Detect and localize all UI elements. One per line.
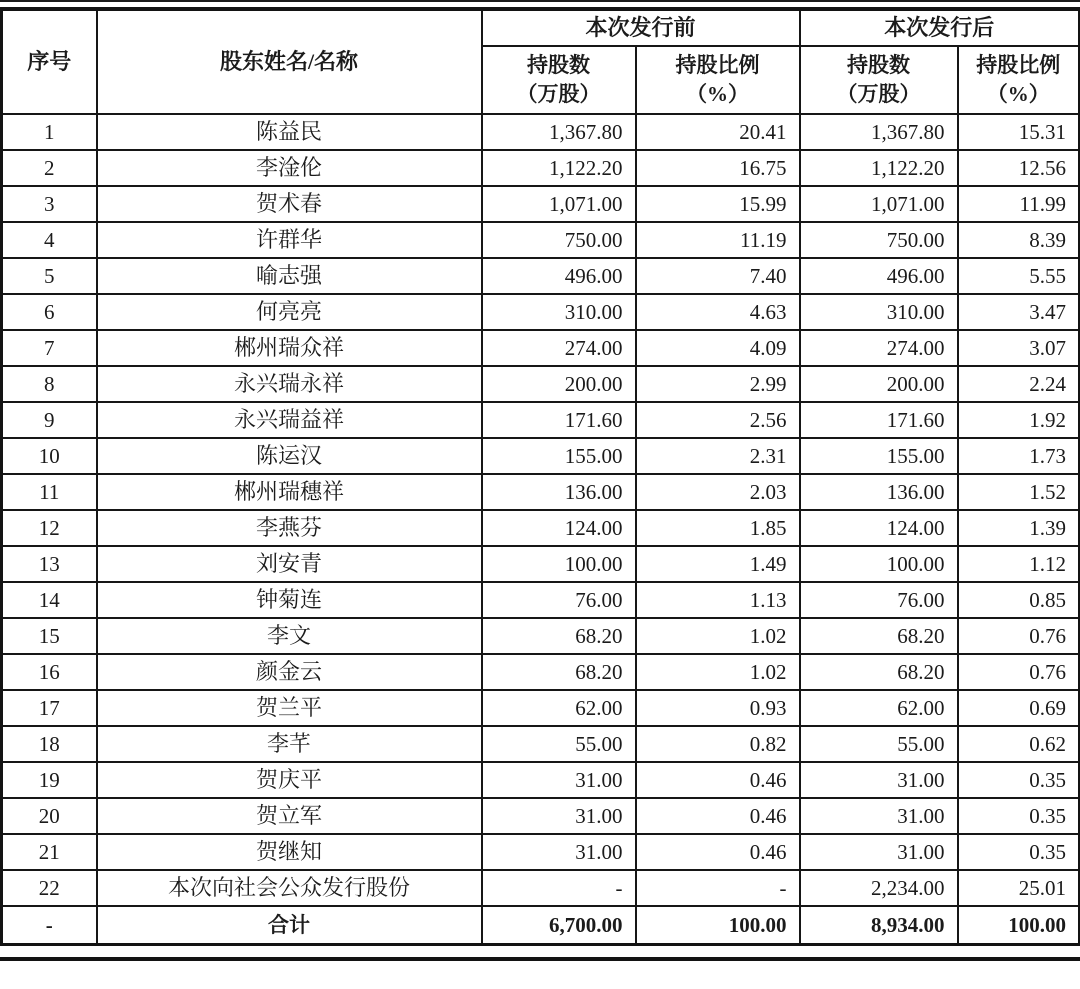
header-post-ratio-line2: （%）: [986, 82, 1050, 106]
pre-shares-cell: 1,071.00: [482, 186, 636, 222]
pre-shares-cell: 171.60: [482, 402, 636, 438]
table-row: [2, 510, 1080, 546]
post-ratio-cell: 15.31: [958, 114, 1080, 150]
post-shares-cell: 31.00: [800, 834, 958, 870]
post-ratio-cell: 12.56: [958, 150, 1080, 186]
index-cell: 11: [2, 474, 97, 510]
shareholder-name-cell: 永兴瑞益祥: [97, 402, 482, 438]
table-row: [2, 726, 1080, 762]
index-cell: 5: [2, 258, 97, 294]
post-ratio-cell: 0.85: [958, 582, 1080, 618]
table-row: [2, 114, 1080, 150]
index-cell: 21: [2, 834, 97, 870]
bottom-rule: [0, 957, 1080, 961]
post-ratio-cell: 1.73: [958, 438, 1080, 474]
shareholder-name-cell: 喻志强: [97, 258, 482, 294]
pre-ratio-cell: 2.03: [636, 474, 800, 510]
header-post-ratio: [958, 46, 1080, 114]
pre-shares-cell: 496.00: [482, 258, 636, 294]
header-pre-shares-line1: 持股数: [527, 52, 590, 77]
total-post-shares-cell: 8,934.00: [800, 906, 958, 945]
post-shares-cell: 274.00: [800, 330, 958, 366]
post-shares-cell: 310.00: [800, 294, 958, 330]
table-row: [2, 474, 1080, 510]
pre-shares-cell: 310.00: [482, 294, 636, 330]
index-cell: 14: [2, 582, 97, 618]
post-shares-cell: 55.00: [800, 726, 958, 762]
shareholder-name-cell: 贺庆平: [97, 762, 482, 798]
post-ratio-cell: 1.92: [958, 402, 1080, 438]
pre-shares-cell: 31.00: [482, 762, 636, 798]
pre-ratio-cell: 0.46: [636, 798, 800, 834]
table-row: [2, 366, 1080, 402]
index-cell: 16: [2, 654, 97, 690]
post-shares-cell: 68.20: [800, 618, 958, 654]
shareholder-name-cell: 李芊: [97, 726, 482, 762]
shareholder-name-cell: 陈运汉: [97, 438, 482, 474]
total-index-cell: -: [2, 906, 97, 945]
pre-ratio-cell: 0.46: [636, 834, 800, 870]
pre-ratio-cell: 15.99: [636, 186, 800, 222]
table-row: [2, 762, 1080, 798]
shareholder-name-cell: 郴州瑞穗祥: [97, 474, 482, 510]
pre-ratio-cell: 1.13: [636, 582, 800, 618]
table-row: [2, 690, 1080, 726]
post-shares-cell: 155.00: [800, 438, 958, 474]
header-before-issuance: 本次发行前: [482, 9, 800, 46]
table-row: [2, 438, 1080, 474]
shareholder-name-cell: 陈益民: [97, 114, 482, 150]
header-after-issuance: 本次发行后: [800, 9, 1080, 46]
post-shares-cell: 31.00: [800, 762, 958, 798]
index-cell: 15: [2, 618, 97, 654]
pre-shares-cell: 200.00: [482, 366, 636, 402]
post-ratio-cell: 0.35: [958, 834, 1080, 870]
header-post-shares: [800, 46, 958, 114]
pre-shares-cell: 68.20: [482, 618, 636, 654]
index-cell: 17: [2, 690, 97, 726]
table-header: [2, 9, 1080, 114]
post-shares-cell: 68.20: [800, 654, 958, 690]
pre-ratio-cell: 2.56: [636, 402, 800, 438]
pre-shares-cell: -: [482, 870, 636, 906]
pre-ratio-cell: 1.02: [636, 618, 800, 654]
index-cell: 19: [2, 762, 97, 798]
pre-shares-cell: 750.00: [482, 222, 636, 258]
table-row: [2, 582, 1080, 618]
shareholder-name-cell: 郴州瑞众祥: [97, 330, 482, 366]
pre-shares-cell: 62.00: [482, 690, 636, 726]
post-shares-cell: 200.00: [800, 366, 958, 402]
pre-shares-cell: 31.00: [482, 798, 636, 834]
post-shares-cell: 1,071.00: [800, 186, 958, 222]
pre-shares-cell: 124.00: [482, 510, 636, 546]
index-cell: 18: [2, 726, 97, 762]
header-pre-ratio-line2: （%）: [686, 82, 749, 106]
index-cell: 7: [2, 330, 97, 366]
total-pre-ratio-cell: 100.00: [636, 906, 800, 945]
shareholder-name-cell: 李文: [97, 618, 482, 654]
header-index: 序号: [2, 9, 97, 114]
header-pre-shares-line2: （万股）: [516, 82, 601, 106]
total-row: [2, 906, 1080, 945]
post-ratio-cell: 8.39: [958, 222, 1080, 258]
post-shares-cell: 62.00: [800, 690, 958, 726]
pre-ratio-cell: 0.46: [636, 762, 800, 798]
pre-shares-cell: 1,122.20: [482, 150, 636, 186]
post-shares-cell: 100.00: [800, 546, 958, 582]
table-row: [2, 798, 1080, 834]
total-post-ratio-cell: 100.00: [958, 906, 1080, 945]
post-ratio-cell: 1.12: [958, 546, 1080, 582]
table-row: [2, 546, 1080, 582]
pre-shares-cell: 155.00: [482, 438, 636, 474]
table-row: [2, 258, 1080, 294]
post-ratio-cell: 0.69: [958, 690, 1080, 726]
shareholder-name-cell: 李燕芬: [97, 510, 482, 546]
header-post-ratio-line1: 持股比例: [976, 52, 1061, 77]
post-ratio-cell: 5.55: [958, 258, 1080, 294]
table-row: [2, 834, 1080, 870]
index-cell: 12: [2, 510, 97, 546]
table-row: [2, 186, 1080, 222]
header-pre-shares: [482, 46, 636, 114]
post-shares-cell: 171.60: [800, 402, 958, 438]
pre-ratio-cell: 2.31: [636, 438, 800, 474]
pre-shares-cell: 76.00: [482, 582, 636, 618]
index-cell: 2: [2, 150, 97, 186]
top-rule: [0, 0, 1080, 2]
pre-ratio-cell: 20.41: [636, 114, 800, 150]
shareholding-table: [0, 7, 1080, 946]
index-cell: 6: [2, 294, 97, 330]
pre-ratio-cell: 2.99: [636, 366, 800, 402]
pre-shares-cell: 274.00: [482, 330, 636, 366]
table-row: [2, 870, 1080, 906]
post-ratio-cell: 25.01: [958, 870, 1080, 906]
shareholder-name-cell: 许群华: [97, 222, 482, 258]
pre-ratio-cell: 0.82: [636, 726, 800, 762]
table-row: [2, 150, 1080, 186]
shareholder-name-cell: 贺继知: [97, 834, 482, 870]
total-pre-shares-cell: 6,700.00: [482, 906, 636, 945]
post-shares-cell: 1,367.80: [800, 114, 958, 150]
index-cell: 20: [2, 798, 97, 834]
shareholder-name-cell: 颜金云: [97, 654, 482, 690]
table-row: [2, 618, 1080, 654]
pre-shares-cell: 31.00: [482, 834, 636, 870]
shareholder-name-cell: 贺立军: [97, 798, 482, 834]
shareholder-name-cell: 李淦伦: [97, 150, 482, 186]
shareholder-name-cell: 永兴瑞永祥: [97, 366, 482, 402]
post-ratio-cell: 0.76: [958, 618, 1080, 654]
post-shares-cell: 31.00: [800, 798, 958, 834]
post-shares-cell: 136.00: [800, 474, 958, 510]
pre-ratio-cell: 16.75: [636, 150, 800, 186]
shareholder-name-cell: 贺兰平: [97, 690, 482, 726]
table-row: [2, 330, 1080, 366]
post-ratio-cell: 3.07: [958, 330, 1080, 366]
table-row: [2, 294, 1080, 330]
pre-ratio-cell: -: [636, 870, 800, 906]
index-cell: 13: [2, 546, 97, 582]
shareholder-name-cell: 本次向社会公众发行股份: [97, 870, 482, 906]
pre-shares-cell: 68.20: [482, 654, 636, 690]
pre-ratio-cell: 1.49: [636, 546, 800, 582]
table-row: [2, 222, 1080, 258]
index-cell: 22: [2, 870, 97, 906]
post-shares-cell: 750.00: [800, 222, 958, 258]
post-shares-cell: 124.00: [800, 510, 958, 546]
post-shares-cell: 496.00: [800, 258, 958, 294]
pre-ratio-cell: 11.19: [636, 222, 800, 258]
post-ratio-cell: 0.62: [958, 726, 1080, 762]
post-ratio-cell: 1.52: [958, 474, 1080, 510]
post-shares-cell: 76.00: [800, 582, 958, 618]
total-label-cell: 合计: [97, 906, 482, 945]
post-ratio-cell: 0.35: [958, 762, 1080, 798]
pre-ratio-cell: 4.09: [636, 330, 800, 366]
header-shareholder-name: 股东姓名/名称: [97, 9, 482, 114]
pre-ratio-cell: 4.63: [636, 294, 800, 330]
post-shares-cell: 2,234.00: [800, 870, 958, 906]
pre-shares-cell: 55.00: [482, 726, 636, 762]
header-pre-ratio: [636, 46, 800, 114]
pre-shares-cell: 136.00: [482, 474, 636, 510]
index-cell: 3: [2, 186, 97, 222]
shareholder-name-cell: 钟菊连: [97, 582, 482, 618]
shareholder-name-cell: 刘安青: [97, 546, 482, 582]
post-ratio-cell: 0.35: [958, 798, 1080, 834]
table-row: [2, 654, 1080, 690]
post-ratio-cell: 2.24: [958, 366, 1080, 402]
header-post-shares-line1: 持股数: [847, 52, 911, 77]
post-ratio-cell: 1.39: [958, 510, 1080, 546]
header-post-shares-line2: （万股）: [836, 82, 921, 106]
pre-ratio-cell: 7.40: [636, 258, 800, 294]
post-shares-cell: 1,122.20: [800, 150, 958, 186]
shareholder-name-cell: 何亮亮: [97, 294, 482, 330]
index-cell: 8: [2, 366, 97, 402]
shareholder-name-cell: 贺术春: [97, 186, 482, 222]
index-cell: 4: [2, 222, 97, 258]
post-ratio-cell: 11.99: [958, 186, 1080, 222]
index-cell: 10: [2, 438, 97, 474]
pre-shares-cell: 1,367.80: [482, 114, 636, 150]
table-row: [2, 402, 1080, 438]
table-body: [2, 114, 1080, 906]
header-group-row: [2, 9, 1080, 46]
pre-shares-cell: 100.00: [482, 546, 636, 582]
table-footer: [2, 906, 1080, 945]
post-ratio-cell: 0.76: [958, 654, 1080, 690]
pre-ratio-cell: 1.02: [636, 654, 800, 690]
index-cell: 1: [2, 114, 97, 150]
header-pre-ratio-line1: 持股比例: [675, 52, 760, 77]
post-ratio-cell: 3.47: [958, 294, 1080, 330]
pre-ratio-cell: 0.93: [636, 690, 800, 726]
pre-ratio-cell: 1.85: [636, 510, 800, 546]
index-cell: 9: [2, 402, 97, 438]
